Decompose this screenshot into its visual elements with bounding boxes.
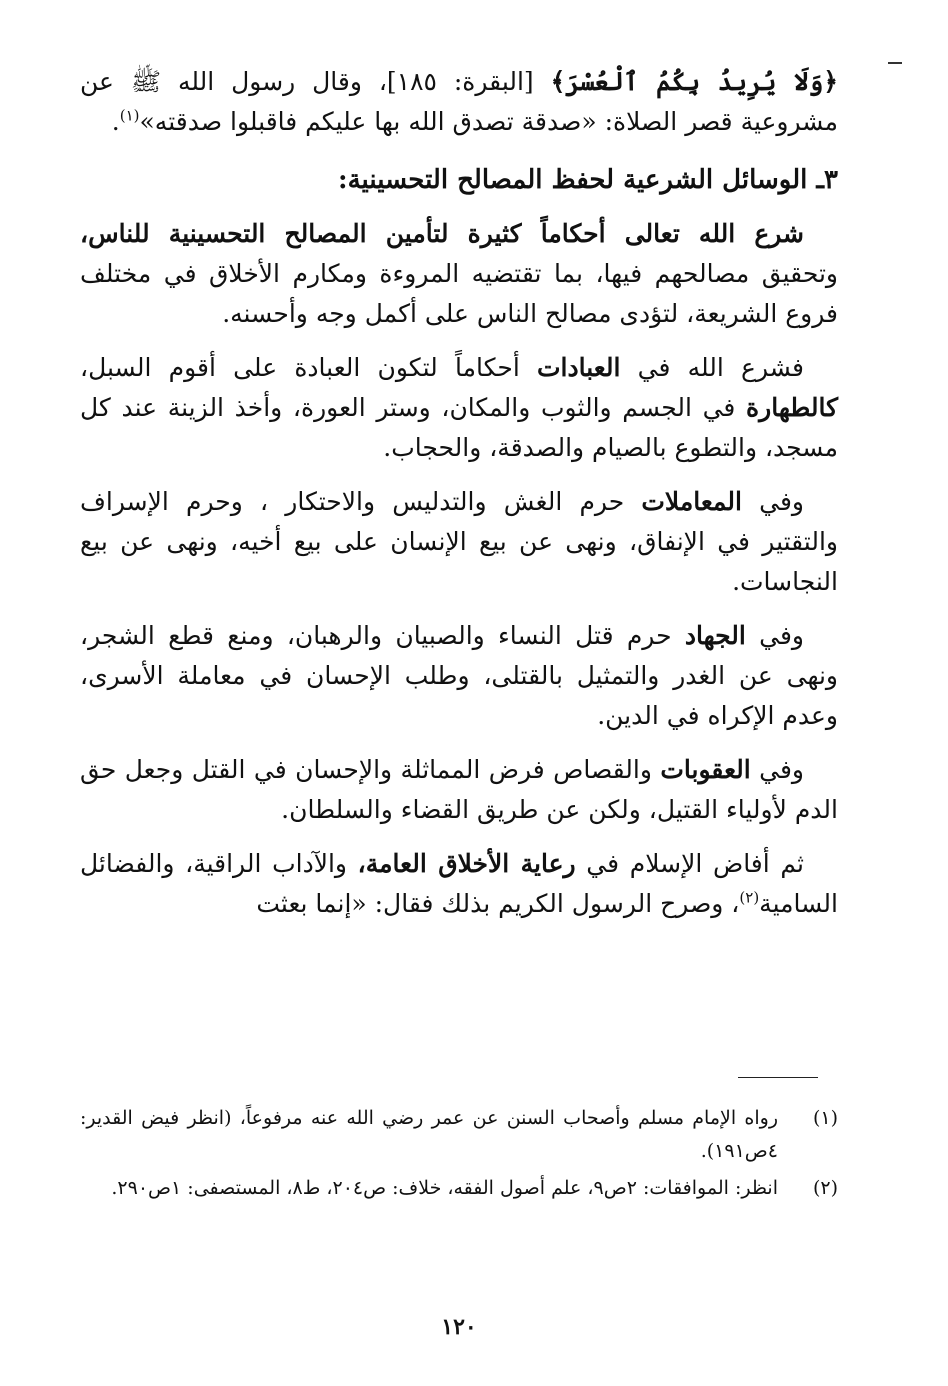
paragraph-2: [80, 348, 838, 468]
page-number: ١٢٠: [441, 1314, 477, 1340]
footnote-2-number: (٢): [812, 1177, 838, 1199]
intro-end: .: [111, 107, 120, 136]
footnote-divider: [738, 1077, 818, 1078]
footnote-1: [80, 1102, 838, 1168]
paragraph-6-post: ، وصرح الرسول الكريم بذلك فقال: «إنما بعثت: [256, 889, 740, 918]
keyword-taharah: كالطهارة: [746, 393, 838, 422]
paragraph-4: [80, 616, 838, 736]
keyword-muamalat: المعاملات: [641, 487, 742, 516]
paragraph-1-text: وتحقيق مصالحهم فيها، بما تقتضيه المروءة ومكارم الأخلاق في مختلف فروع الشريعة، لتؤدى مصالح الناس على أكمل وجه وأحسنه.: [80, 259, 838, 328]
keyword-akhlaq: رعاية الأخلاق العامة،: [357, 849, 576, 878]
paragraph-5: [80, 750, 838, 830]
paragraph-5-pre: وفي: [750, 755, 804, 784]
paragraph-6-pre: ثم أفاض الإسلام في: [575, 849, 804, 878]
paragraph-2-post: في الجسم والثوب والمكان، وستر العورة، وأخذ الزينة عند كل مسجد، والتطوع بالصيام والصدقة، والحجاب.: [80, 393, 838, 462]
footnote-1-text: رواه الإمام مسلم وأصحاب السنن عن عمر رضي الله عنه مرفوعاً، (انظر فيض القدير: ٤ص١٩١).: [80, 1107, 778, 1162]
paragraph-1-bold: شرع الله تعالى أحكاماً كثيرة لتأمين المصالح التحسينية للناس،: [80, 219, 804, 248]
quran-verse: ﴿وَلَا يُرِيدُ بِكُمُ ٱلْعُسْرَ﴾: [550, 67, 838, 96]
margin-dash: [888, 62, 902, 64]
paragraph-6: [80, 844, 838, 924]
paragraph-2-mid: أحكاماً لتكون العبادة على أقوم السبل،: [80, 353, 537, 382]
footnote-ref-1[interactable]: (١): [119, 106, 140, 125]
paragraph-4-pre: وفي: [745, 621, 804, 650]
footnote-2: [80, 1172, 838, 1205]
paragraph-2-pre: فشرع الله في: [620, 353, 804, 382]
book-page: [80, 62, 838, 1362]
paragraph-3-pre: وفي: [741, 487, 804, 516]
keyword-ibadat: العبادات: [537, 353, 621, 382]
paragraph-3: [80, 482, 838, 602]
footnote-2-text: انظر: الموافقات: ٢ص٩، علم أصول الفقه، خلاف: ص٢٠٤، ط٨، المستصفى: ١ص٢٩٠.: [111, 1177, 778, 1199]
footnote-ref-2[interactable]: (٢): [739, 888, 760, 907]
intro-text: [البقرة: ١٨٥]، وقال رسول الله ﷺ عن مشروعية قصر الصلاة: «صدقة تصدق الله بها عليكم فاقبلوا صدقته»: [80, 67, 838, 136]
paragraph-6-mid: والآداب الراقية، والفضائل السامية: [80, 849, 838, 918]
intro-paragraph: [80, 62, 838, 142]
keyword-jihad: الجهاد: [684, 621, 746, 650]
keyword-uqubat: العقوبات: [660, 755, 751, 784]
paragraph-5-post: والقصاص فرض المماثلة والإحسان في القتل وجعل حق الدم لأولياء القتيل، ولكن عن طريق القضاء والسلطان.: [80, 755, 838, 824]
footnotes: [80, 1102, 838, 1209]
section-heading: ٣ـ الوسائل الشرعية لحفظ المصالح التحسينية:: [338, 165, 838, 195]
paragraph-4-post: حرم قتل النساء والصبيان والرهبان، ومنع قطع الشجر، ونهى عن الغدر والتمثيل بالقتلى، وطلب الإحسان في معاملة الأسرى، وعدم الإكراه في الدين.: [80, 621, 838, 730]
footnote-1-number: (١): [812, 1107, 838, 1129]
paragraph-1: [80, 214, 838, 334]
paragraph-3-post: حرم الغش والتدليس والاحتكار ، وحرم الإسراف والتقتير في الإنفاق، ونهى عن بيع الإنسان على بيع أخيه، ونهى عن بيع النجاسات.: [80, 487, 838, 596]
